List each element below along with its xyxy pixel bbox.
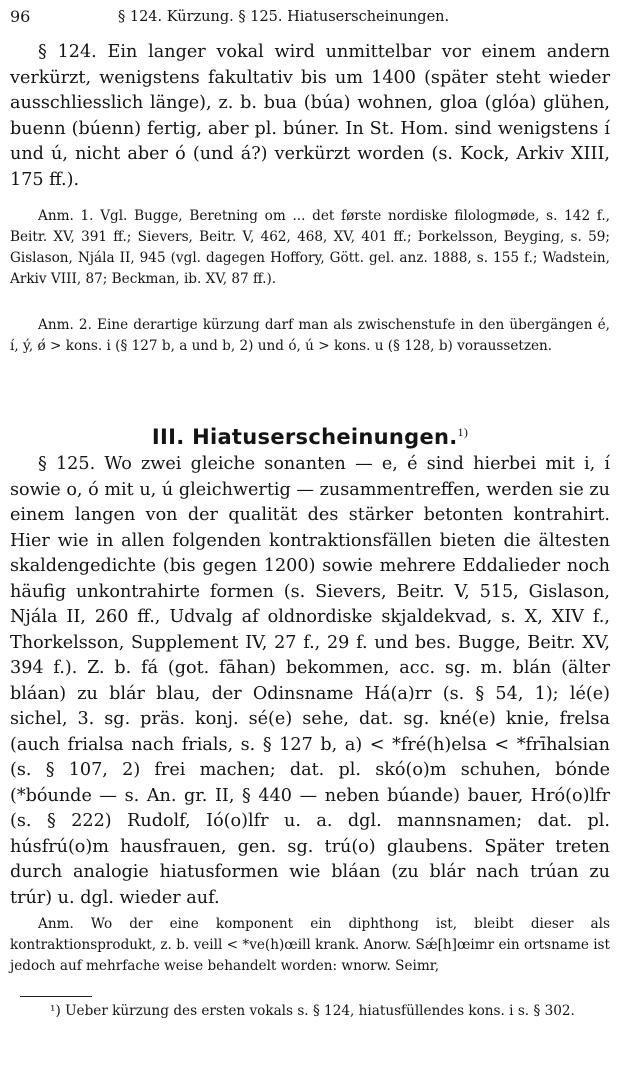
section-125-text: § 125. Wo zwei gleiche sonanten — e, é sind hierbei mit i, í sowie o, ó mit u, ú gleichwertig — zusammentreffen, werden sie zu einem langen von der qualität des stärker betonten kontrahirt. Hier wie in allen folgenden kontraktionsfällen bieten die ältesten skaldengedichte (bis gegen 1200) sowie mehrere Eddalieder noch häufig unkontrahirte formen (s. Sievers, Beitr. V, 515, Gislason, Njála II, 260 ff., Udvalg af oldnordiske skjaldekvad, s. X, XIV f., Thorkelsson, Supplement IV, 27 f., 29 f. und bes. Bugge, Beitr. XV, 394 f.). Z. b. fá (got. fāhan) bekommen, acc. sg. m. blán (älter bláan) zu blár blau, der Odinsname Há(a)rr (s. § 54, 1); lé(e) sichel, 3. sg. präs. konj. sé(e) sehe, dat. sg. kné(e) knie, frelsa (auch frialsa nach frials, s. § 127 b, a) < *fré(h)elsa < *frīhalsian (s. § 107, 2) frei machen; dat. pl. skó(o)m schuhen, bónde (*bóunde — s. An. gr. II, § 440 — neben búande) bauer, Hró(o)lfr (s. § 222) Rudolf, Ió(o)lfr u. a. dgl. mannsnamen; dat. pl. húsfrú(o)m hausfrauen, gen. sg. trú(o) glaubens. Später treten durch analogie hiatusformen wie bláan (zu blár nach trúan zu trúr) u. dgl. wieder auf.	[10, 454, 610, 908]
section-heading-text: III. Hiatuserscheinungen.	[151, 425, 458, 449]
note-2-text: Anm. 2. Eine derartige kürzung darf man als zwischenstufe in den übergängen é, í, ý, ǿ > kons. i (§ 127 b, a und b, 2) und ó, ú > kons. u (§ 128, b) voraussetzen.	[10, 317, 610, 354]
footnote	[10, 1000, 610, 1022]
section-125-note	[10, 914, 610, 977]
section-125-paragraph	[10, 452, 610, 911]
footnote-divider	[20, 996, 92, 997]
page-number: 96	[10, 7, 31, 26]
section-125-note-text: Anm. Wo der eine komponent ein diphthong ist, bleibt dieser als kontraktionsprodukt, z. b. veill < *ve(h)œill krank. Anorw. Sǽ[h]œimr ein ortsname ist jedoch auf mehrfache weise behandelt worden: wnorw. Seimr,	[10, 916, 610, 974]
note-1-text: Anm. 1. Vgl. Bugge, Beretning om ... det første nordiske filologmøde, s. 142 f., Beitr. XV, 391 ff.; Sievers, Beitr. V, 462, 468, XV, 401 ff.; Þorkelsson, Beyging, s. 59; Gislason, Njála II, 945 (vgl. dagegen Hoffory, Gött. gel. anz. 1888, s. 155 f.; Wadstein, Arkiv VIII, 87; Beckman, ib. XV, 87 ff.).	[10, 208, 610, 287]
section-124-note-1	[10, 206, 610, 290]
running-title: § 124. Kürzung. § 125. Hiatuserscheinungen.	[118, 9, 450, 25]
section-124-note-2	[10, 315, 610, 357]
page-header	[10, 6, 610, 28]
heading-footnote-marker: 1)	[457, 425, 469, 439]
section-124-paragraph	[10, 40, 610, 193]
section-124-text: § 124. Ein langer vokal wird unmittelbar vor einem andern verkürzt, wenigstens fakultativ bis um 1400 (später steht wieder ausschliesslich länge), z. b. bua (búa) wohnen, gloa (glóa) glühen, buenn (búenn) fertig, aber pl. búner. In St. Hom. sind wenigstens í und ú, nicht aber ó (und á?) verkürzt worden (s. Kock, Arkiv XIII, 175 ff.).	[10, 42, 610, 190]
section-heading	[0, 418, 620, 451]
footnote-text: ¹) Ueber kürzung des ersten vokals s. § 124, hiatusfüllendes kons. i s. § 302.	[50, 1003, 575, 1019]
